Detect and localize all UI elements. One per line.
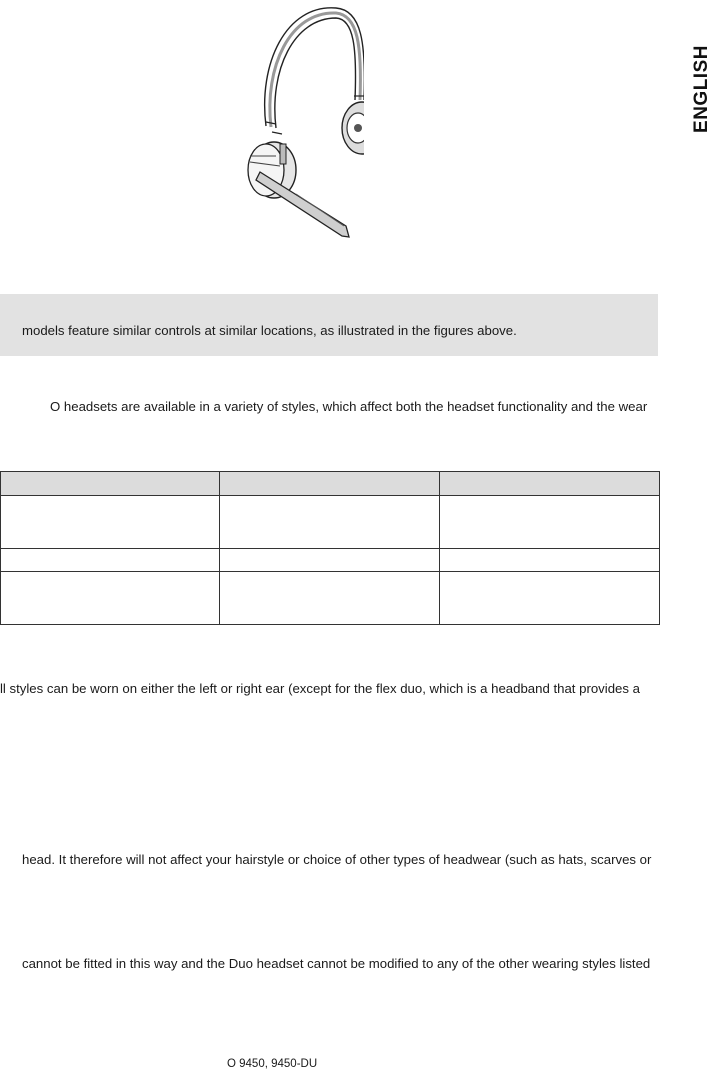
table-row [1, 549, 660, 572]
table-row [1, 572, 660, 625]
language-tab [688, 44, 714, 134]
footer-model-numbers: O 9450, 9450-DU [227, 1058, 318, 1070]
table-cell [220, 496, 440, 549]
table-cell [220, 572, 440, 625]
table-cell [1, 572, 220, 625]
table-header-cell [1, 472, 220, 496]
styles-intro-paragraph: O headsets are available in a variety of styles, which affect both the headset functionality and the wear [50, 399, 648, 414]
table-header-cell [220, 472, 440, 496]
table-cell [1, 549, 220, 572]
ear-wearing-paragraph: ll styles can be worn on either the left or right ear (except for the flex duo, which is a headband that provides a [0, 681, 640, 696]
note-box [0, 294, 658, 356]
note-text: models feature similar controls at similar locations, as illustrated in the figures above. [22, 323, 517, 338]
headset-illustration [236, 4, 364, 240]
table-header-row [1, 472, 660, 496]
table-header-cell [440, 472, 660, 496]
language-label: ENGLISH [691, 45, 713, 133]
duo-fitting-paragraph: cannot be fitted in this way and the Duo headset cannot be modified to any of the other wearing styles listed [22, 956, 651, 971]
table-cell [440, 496, 660, 549]
table-cell [220, 549, 440, 572]
table-row [1, 496, 660, 549]
table-cell [440, 572, 660, 625]
wearing-styles-table [0, 471, 660, 625]
table-cell [1, 496, 220, 549]
headband-paragraph: head. It therefore will not affect your hairstyle or choice of other types of headwear (such as hats, scarves or [22, 852, 652, 867]
table-cell [440, 549, 660, 572]
